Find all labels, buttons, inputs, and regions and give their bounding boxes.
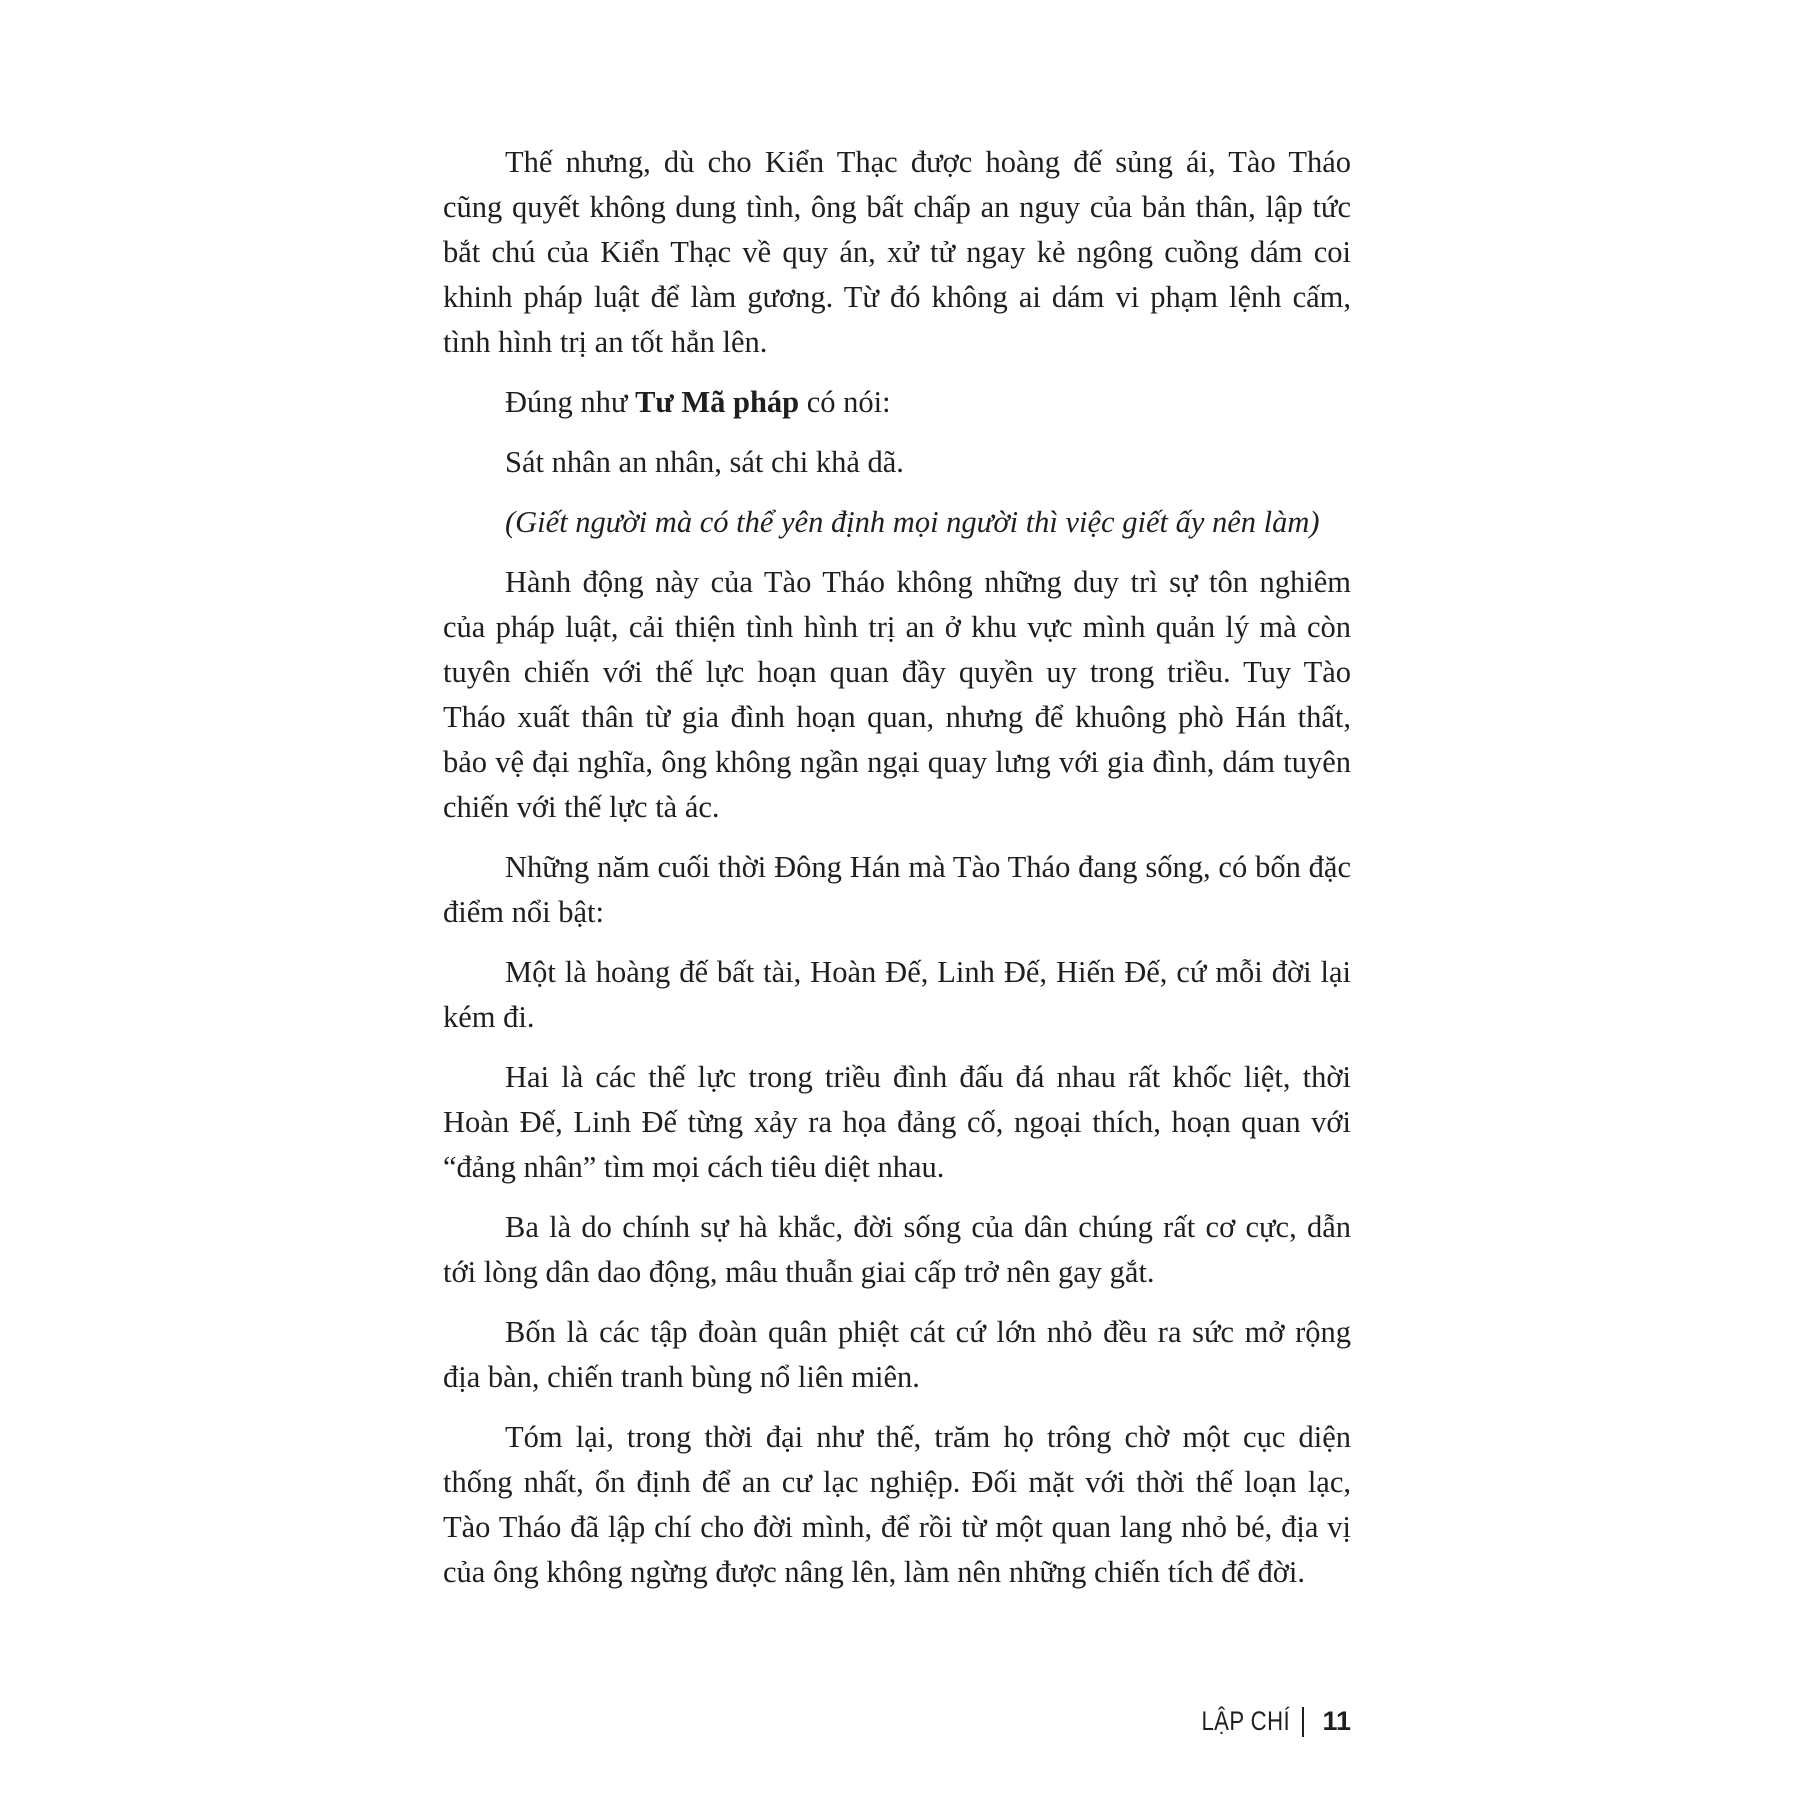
paragraph: Hành động này của Tào Tháo không những duy trì sự tôn nghiêm của pháp luật, cải thiện tình hình trị an ở khu vực mình quản lý mà còn tuyên chiến với thế lực hoạn quan đầy quyền uy trong triều. Tuy Tào Tháo xuất thân từ gia đình hoạn quan, nhưng để khuông phò Hán thất, bảo vệ đại nghĩa, ông không ngần ngại quay lưng với gia đình, dám tuyên chiến với thế lực tà ác. — [443, 565, 1351, 824]
paragraph: Một là hoàng đế bất tài, Hoàn Đế, Linh Đế, Hiến Đế, cứ mỗi đời lại kém đi. — [443, 955, 1351, 1034]
paragraph: Tóm lại, trong thời đại như thế, trăm họ trông chờ một cục diện thống nhất, ổn định để an cư lạc nghiệp. Đối mặt với thời thế loạn lạc, Tào Tháo đã lập chí cho đời mình, để rồi từ một quan lang nhỏ bé, địa vị của ông không ngừng được nâng lên, làm nên những chiến tích để đời. — [443, 1420, 1351, 1589]
footer-separator — [1302, 1707, 1304, 1737]
page-body — [443, 140, 1351, 1610]
page-number: 11 — [1322, 1706, 1351, 1736]
quote-intro-before: Đúng như — [505, 385, 636, 419]
paragraph: Ba là do chính sự hà khắc, đời sống của dân chúng rất cơ cực, dẫn tới lòng dân dao động, mâu thuẫn giai cấp trở nên gay gắt. — [443, 1210, 1351, 1289]
quotation-translation: (Giết người mà có thể yên định mọi người thì việc giết ấy nên làm) — [505, 505, 1320, 539]
paragraph: Những năm cuối thời Đông Hán mà Tào Tháo đang sống, có bốn đặc điểm nổi bật: — [443, 850, 1351, 929]
quote-intro — [443, 380, 1351, 425]
quote-intro-after: có nói: — [799, 385, 891, 419]
paragraph: Hai là các thế lực trong triều đình đấu đá nhau rất khốc liệt, thời Hoàn Đế, Linh Đế từng xảy ra họa đảng cố, ngoại thích, hoạn quan với “đảng nhân” tìm mọi cách tiêu diệt nhau. — [443, 1060, 1351, 1184]
quote-source: Tư Mã pháp — [635, 385, 800, 419]
paragraph: Thế nhưng, dù cho Kiển Thạc được hoàng đế sủng ái, Tào Tháo cũng quyết không dung tình, ông bất chấp an nguy của bản thân, lập tức bắt chú của Kiển Thạc về quy án, xử tử ngay kẻ ngông cuồng dám coi khinh pháp luật để làm gương. Từ đó không ai dám vi phạm lệnh cấm, tình hình trị an tốt hẳn lên. — [443, 145, 1351, 359]
paragraph: Bốn là các tập đoàn quân phiệt cát cứ lớn nhỏ đều ra sức mở rộng địa bàn, chiến tranh bùng nổ liên miên. — [443, 1315, 1351, 1394]
quotation: Sát nhân an nhân, sát chi khả dã. — [505, 445, 904, 479]
running-head: LẬP CHÍ — [1201, 1706, 1291, 1736]
page-footer — [1182, 1706, 1351, 1737]
